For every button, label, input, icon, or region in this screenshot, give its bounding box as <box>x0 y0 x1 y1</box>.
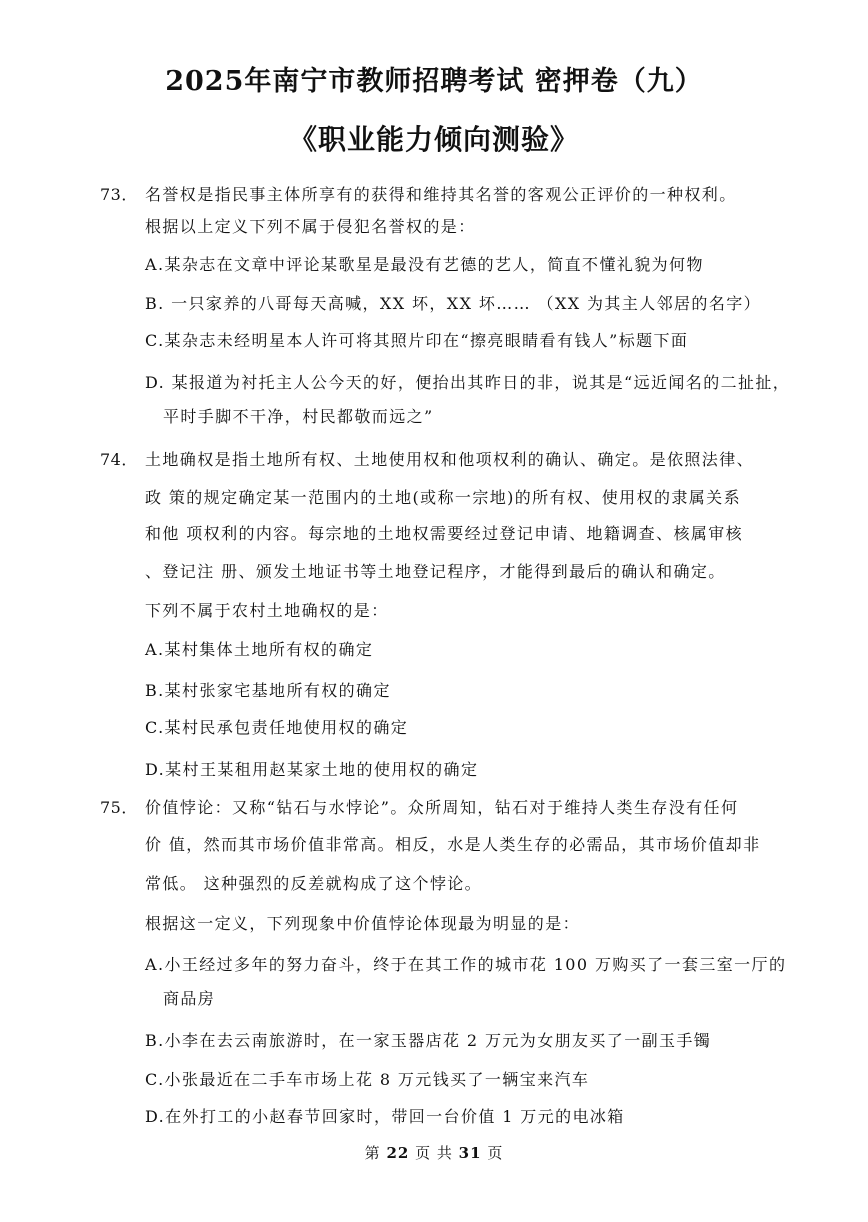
option-a-continued: 商品房 <box>163 989 216 1008</box>
question-prompt: 下列不属于农村土地确权的是： <box>145 601 389 620</box>
option-a: A.某村集体土地所有权的确定 <box>145 640 374 659</box>
question-stem-line: 和他 项权利的内容。每宗地的土地权需要经过登记申请、地籍调查、核属审核 <box>145 524 744 543</box>
total-page-number: 31 <box>458 1144 482 1162</box>
question-stem-line: 名誉权是指民事主体所享有的获得和维持其名誉的客观公正评价的一种权利。 <box>145 185 737 204</box>
option-b: B.某村张家宅基地所有权的确定 <box>145 681 391 700</box>
page-footer <box>0 1143 868 1163</box>
question-stem-line: 价值悖论：又称“钻石与水悖论”。众所周知，钻石对于维持人类生存没有任何 <box>145 798 739 817</box>
footer-prefix: 第 <box>364 1144 381 1162</box>
question-stem-line: 常低。 这种强烈的反差就构成了这个悖论。 <box>145 874 483 893</box>
footer-suffix: 页 <box>487 1144 504 1162</box>
question-stem-line: 、登记注 册、颁发土地证书等土地登记程序，才能得到最后的确认和确定。 <box>145 562 726 581</box>
option-d: D.在外打工的小赵春节回家时，带回一台价值 1 万元的电冰箱 <box>145 1107 625 1126</box>
question-stem-line: 根据以上定义下列不属于侵犯名誉权的是： <box>145 217 476 236</box>
exam-subtitle: 《职业能力倾向测验》 <box>288 123 579 156</box>
option-a: A.某杂志在文章中评论某歌星是最没有艺德的艺人，简直不懂礼貌为何物 <box>145 255 704 274</box>
option-d-continued: 平时手脚不干净，村民都敬而远之” <box>163 407 434 426</box>
question-number: 74． <box>100 450 138 469</box>
question-stem-line: 土地确权是指土地所有权、土地使用权和他项权利的确认、确定。是依照法律、 <box>145 450 755 469</box>
option-c: C.某村民承包责任地使用权的确定 <box>145 718 409 737</box>
option-d: D.某村王某租用赵某家土地的使用权的确定 <box>145 760 479 779</box>
question-prompt: 根据这一定义，下列现象中价值悖论体现最为明显的是： <box>145 914 581 933</box>
option-c: C.某杂志未经明星本人许可将其照片印在“擦亮眼睛看有钱人”标题下面 <box>145 331 689 350</box>
question-stem-line: 政 策的规定确定某一范围内的土地(或称一宗地)的所有权、使用权的隶属关系 <box>145 488 741 507</box>
option-a: A.小王经过多年的努力奋斗，终于在其工作的城市花 100 万购买了一套三室一厅的 <box>145 955 787 974</box>
question-stem-line: 价 值，然而其市场价值非常高。相反，水是人类生存的必需品，其市场价值却非 <box>145 835 761 854</box>
question-number: 75． <box>100 798 138 817</box>
exam-title: 2025年南宁市教师招聘考试 密押卷（九） <box>165 66 703 97</box>
footer-middle: 页 共 <box>415 1144 453 1162</box>
option-b: B. 一只家养的八哥每天高喊，XX 坏，XX 坏…… （XX 为其主人邻居的名字） <box>145 294 762 313</box>
current-page-number: 22 <box>386 1144 410 1162</box>
option-d: D. 某报道为衬托主人公今天的好，便抬出其昨日的非，说其是“远近闻名的二扯扯， <box>145 373 791 392</box>
question-number: 73． <box>100 185 138 204</box>
option-c: C.小张最近在二手车市场上花 8 万元钱买了一辆宝来汽车 <box>145 1070 590 1089</box>
option-b: B.小李在去云南旅游时，在一家玉器店花 2 万元为女朋友买了一副玉手镯 <box>145 1031 712 1050</box>
